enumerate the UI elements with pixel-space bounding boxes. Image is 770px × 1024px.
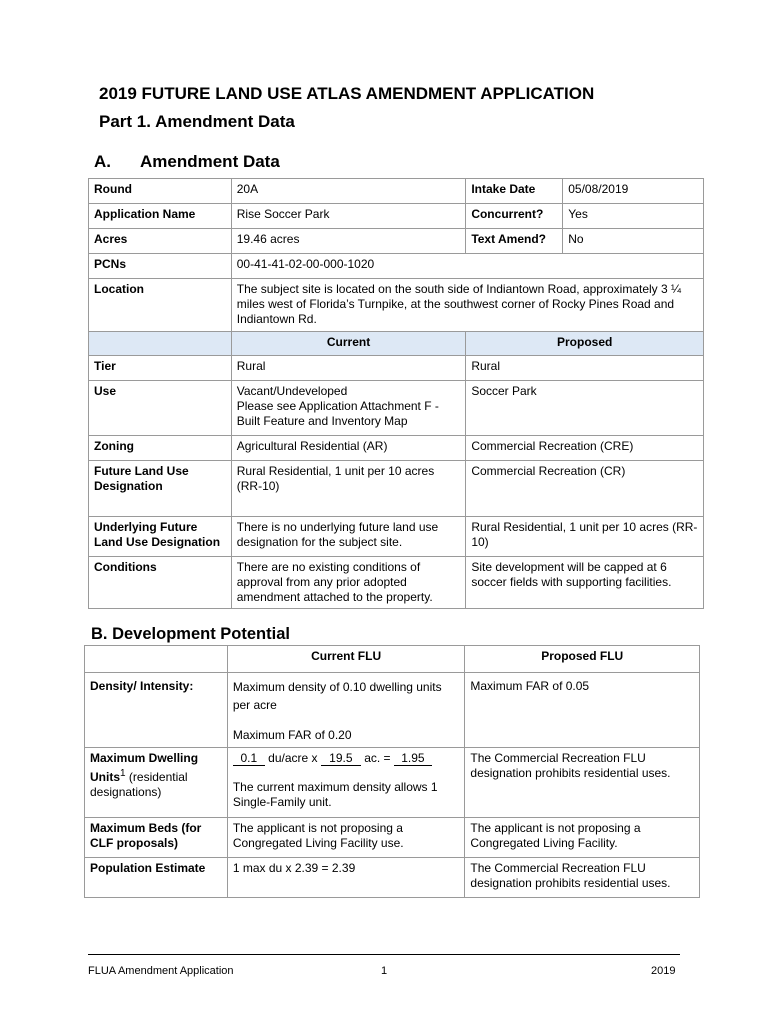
conditions-label: Conditions xyxy=(89,557,232,609)
zoning-label: Zoning xyxy=(89,436,232,461)
acres-value: 19.46 acres xyxy=(231,229,466,254)
table-row xyxy=(89,279,704,332)
tier-current: Rural xyxy=(231,356,466,381)
dwelling-units-proposed: The Commercial Recreation FLU designation prohibits residential uses. xyxy=(465,748,700,818)
table-row xyxy=(89,436,704,461)
amendment-data-table xyxy=(88,178,704,609)
concurrent-label: Concurrent? xyxy=(466,204,563,229)
use-proposed: Soccer Park xyxy=(466,381,704,436)
table-row xyxy=(89,461,704,517)
use-current-value: Vacant/Undeveloped xyxy=(236,384,348,398)
proposed-header: Proposed xyxy=(466,332,704,356)
dwelling-acres-unit: ac. = xyxy=(360,751,394,765)
location-value: The subject site is located on the south side of Indiantown Road, approximately 3 ¼ miles west of Florida’s Turnpike, at the southwest corner of Rocky Pines Road and Indiantown Rd. xyxy=(231,279,703,332)
section-a-title: Amendment Data xyxy=(140,152,280,171)
proposed-flu-header: Proposed FLU xyxy=(465,646,700,673)
flu-designation-proposed: Commercial Recreation (CR) xyxy=(466,461,704,517)
dwelling-rate-unit: du/acre x xyxy=(264,751,321,765)
page-title: 2019 FUTURE LAND USE ATLAS AMENDMENT APPLICATION xyxy=(99,84,595,103)
dwelling-units-current-note: The current maximum density allows 1 Single-Family unit. xyxy=(232,780,438,809)
dwelling-result: 1.95 xyxy=(394,752,432,766)
footer-right: 2019 xyxy=(651,965,676,977)
density-current-density: Maximum density of 0.10 dwelling units per acre xyxy=(232,680,442,712)
population-estimate-current: 1 max du x 2.39 = 2.39 xyxy=(227,858,465,898)
footer-left: FLUA Amendment Application xyxy=(88,965,234,977)
dwelling-acres: 19.5 xyxy=(321,752,361,766)
max-beds-current: The applicant is not proposing a Congregated Living Facility use. xyxy=(227,818,465,858)
conditions-proposed: Site development will be capped at 6 soccer fields with supporting facilities. xyxy=(466,557,704,609)
conditions-current: There are no existing conditions of approval from any prior adopted amendment attached to the property. xyxy=(231,557,466,609)
section-a-number: A. xyxy=(94,152,111,171)
dwelling-units-label: Maximum Dwelling Units xyxy=(90,751,199,784)
table-row xyxy=(89,229,704,254)
table-row xyxy=(85,646,700,673)
application-name-value: Rise Soccer Park xyxy=(231,204,466,229)
section-a-heading xyxy=(94,152,280,172)
pcns-value: 00-41-41-02-00-000-1020 xyxy=(231,254,703,279)
dwelling-units-formula xyxy=(233,751,460,766)
concurrent-value: Yes xyxy=(563,204,704,229)
intake-date-label: Intake Date xyxy=(466,179,563,204)
dwelling-units-current xyxy=(227,748,465,818)
max-beds-label: Maximum Beds (for CLF proposals) xyxy=(85,818,228,858)
text-amend-value: No xyxy=(563,229,704,254)
current-flu-header: Current FLU xyxy=(227,646,465,673)
population-estimate-label: Population Estimate xyxy=(85,858,228,898)
header-blank-cell xyxy=(89,332,232,356)
text-amend-label: Text Amend? xyxy=(466,229,563,254)
density-proposed: Maximum FAR of 0.05 xyxy=(465,673,700,748)
table-row xyxy=(89,356,704,381)
underlying-flu-proposed: Rural Residential, 1 unit per 10 acres (RR-10) xyxy=(466,517,704,557)
pcns-label: PCNs xyxy=(89,254,232,279)
application-name-label: Application Name xyxy=(89,204,232,229)
zoning-current: Agricultural Residential (AR) xyxy=(231,436,466,461)
section-b-heading: B. Development Potential xyxy=(91,625,290,643)
acres-label: Acres xyxy=(89,229,232,254)
density-current-far: Maximum FAR of 0.20 xyxy=(232,728,352,742)
table-row xyxy=(89,204,704,229)
intake-date-value: 05/08/2019 xyxy=(563,179,704,204)
table-row xyxy=(89,557,704,609)
development-potential-table xyxy=(84,645,700,898)
footer-page-number: 1 xyxy=(381,965,388,977)
use-label: Use xyxy=(89,381,232,436)
table-row xyxy=(85,748,700,818)
table-row xyxy=(85,858,700,898)
current-header: Current xyxy=(231,332,466,356)
table-row xyxy=(89,254,704,279)
round-label: Round xyxy=(89,179,232,204)
location-label: Location xyxy=(89,279,232,332)
dwelling-units-label-cell xyxy=(85,748,228,818)
flu-designation-label: Future Land Use Designation xyxy=(89,461,232,517)
table-row xyxy=(89,381,704,436)
footer-divider xyxy=(88,954,680,955)
table-row xyxy=(85,818,700,858)
population-estimate-proposed: The Commercial Recreation FLU designation prohibits residential uses. xyxy=(465,858,700,898)
underlying-flu-label: Underlying Future Land Use Designation xyxy=(89,517,232,557)
round-value: 20A xyxy=(231,179,466,204)
max-beds-proposed: The applicant is not proposing a Congregated Living Facility. xyxy=(465,818,700,858)
underlying-flu-current: There is no underlying future land use designation for the subject site. xyxy=(231,517,466,557)
density-current xyxy=(227,673,465,748)
zoning-proposed: Commercial Recreation (CRE) xyxy=(466,436,704,461)
dwelling-units-label-note: (residential designations) xyxy=(90,770,188,799)
page-subtitle: Part 1. Amendment Data xyxy=(99,112,295,131)
table-row xyxy=(89,332,704,356)
density-label: Density/ Intensity: xyxy=(85,673,228,748)
table-row xyxy=(89,517,704,557)
flu-designation-current: Rural Residential, 1 unit per 10 acres (RR-10) xyxy=(231,461,466,517)
use-current-note: Please see Application Attachment F - Built Feature and Inventory Map xyxy=(236,399,439,428)
table-row xyxy=(85,673,700,748)
header-blank-cell xyxy=(85,646,228,673)
table-row xyxy=(89,179,704,204)
use-current xyxy=(231,381,466,436)
dwelling-rate: 0.1 xyxy=(233,752,265,766)
footnote-marker: 1 xyxy=(120,768,126,779)
tier-label: Tier xyxy=(89,356,232,381)
tier-proposed: Rural xyxy=(466,356,704,381)
